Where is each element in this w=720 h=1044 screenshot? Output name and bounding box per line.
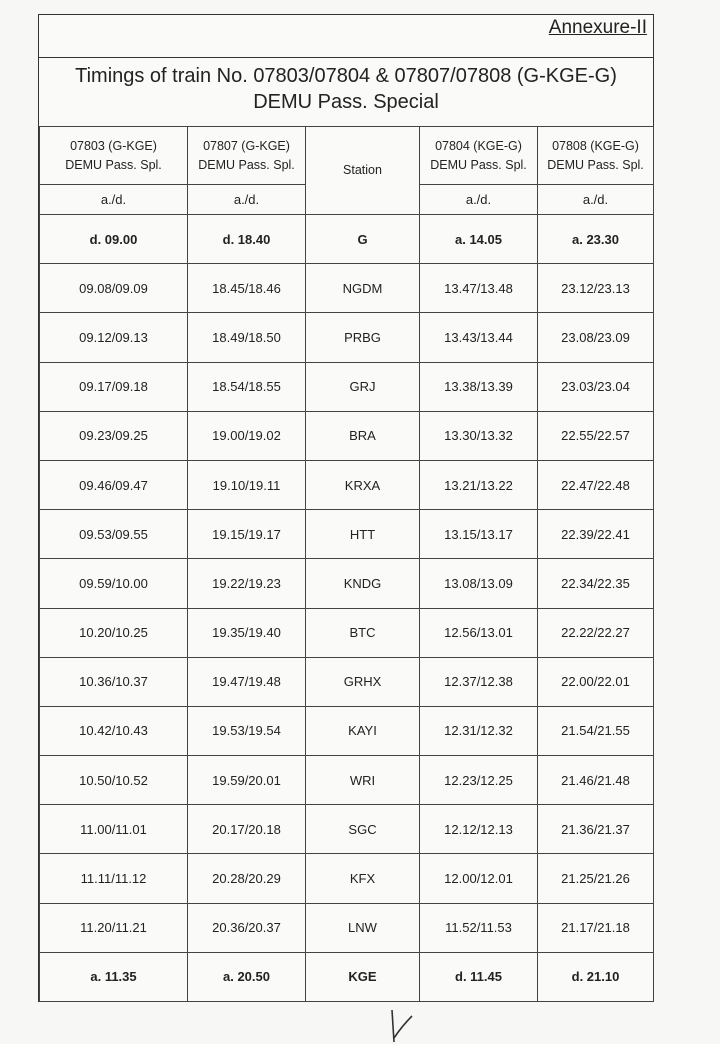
time-07807: 20.28/20.29 xyxy=(188,854,306,903)
col-07808-type: DEMU Pass. Spl. xyxy=(547,157,644,172)
table-row xyxy=(40,510,654,559)
table-row xyxy=(40,362,654,411)
time-07804: 13.43/13.44 xyxy=(420,313,538,362)
time-07808: 22.34/22.35 xyxy=(538,559,654,608)
page-title xyxy=(39,63,653,115)
time-07804: 12.56/13.01 xyxy=(420,608,538,657)
time-07807: 20.17/20.18 xyxy=(188,805,306,854)
timetable xyxy=(39,126,654,1002)
time-07808: d. 21.10 xyxy=(538,952,654,1001)
time-07807: a. 20.50 xyxy=(188,952,306,1001)
time-07808: 23.12/23.13 xyxy=(538,264,654,313)
time-07804: 12.23/12.25 xyxy=(420,756,538,805)
ad-label: a./d. xyxy=(188,185,306,215)
time-07808: 21.54/21.55 xyxy=(538,706,654,755)
station-code: KFX xyxy=(306,854,420,903)
time-07803: a. 11.35 xyxy=(40,952,188,1001)
station-code: BRA xyxy=(306,411,420,460)
station-header: Station xyxy=(306,127,420,215)
station-code: KAYI xyxy=(306,706,420,755)
table-row xyxy=(40,215,654,264)
time-07807: 19.35/19.40 xyxy=(188,608,306,657)
col-07807-header xyxy=(188,127,306,185)
table-row xyxy=(40,313,654,362)
station-code: LNW xyxy=(306,903,420,952)
time-07807: 18.54/18.55 xyxy=(188,362,306,411)
time-07804: a. 14.05 xyxy=(420,215,538,264)
time-07803: d. 09.00 xyxy=(40,215,188,264)
time-07803: 10.42/10.43 xyxy=(40,706,188,755)
time-07804: 13.38/13.39 xyxy=(420,362,538,411)
ad-label: a./d. xyxy=(420,185,538,215)
time-07807: 20.36/20.37 xyxy=(188,903,306,952)
time-07808: a. 23.30 xyxy=(538,215,654,264)
time-07804: 12.00/12.01 xyxy=(420,854,538,903)
station-code: G xyxy=(306,215,420,264)
ad-label: a./d. xyxy=(538,185,654,215)
time-07803: 09.53/09.55 xyxy=(40,510,188,559)
table-row xyxy=(40,264,654,313)
time-07808: 23.08/23.09 xyxy=(538,313,654,362)
col-07803-type: DEMU Pass. Spl. xyxy=(65,157,162,172)
station-code: HTT xyxy=(306,510,420,559)
table-row xyxy=(40,559,654,608)
divider xyxy=(39,57,653,58)
timetable-sheet xyxy=(38,14,654,1002)
col-07804-header xyxy=(420,127,538,185)
table-row xyxy=(40,903,654,952)
time-07808: 21.25/21.26 xyxy=(538,854,654,903)
time-07804: 12.37/12.38 xyxy=(420,657,538,706)
time-07804: 13.47/13.48 xyxy=(420,264,538,313)
time-07803: 10.20/10.25 xyxy=(40,608,188,657)
time-07804: 12.31/12.32 xyxy=(420,706,538,755)
station-code: KRXA xyxy=(306,460,420,509)
ad-label: a./d. xyxy=(40,185,188,215)
timetable-body xyxy=(40,215,654,1002)
table-row xyxy=(40,706,654,755)
station-code: SGC xyxy=(306,805,420,854)
time-07804: d. 11.45 xyxy=(420,952,538,1001)
annexure-label: Annexure-II xyxy=(548,17,647,38)
col-07808-train: 07808 (KGE-G) xyxy=(552,138,639,153)
time-07807: 19.47/19.48 xyxy=(188,657,306,706)
time-07803: 09.46/09.47 xyxy=(40,460,188,509)
header-row xyxy=(40,127,654,185)
time-07807: 19.10/19.11 xyxy=(188,460,306,509)
time-07808: 21.46/21.48 xyxy=(538,756,654,805)
time-07807: 19.15/19.17 xyxy=(188,510,306,559)
table-row xyxy=(40,460,654,509)
title-line-1: Timings of train No. 07803/07804 & 07807/07808 (G-KGE-G) xyxy=(75,65,617,87)
col-07807-type: DEMU Pass. Spl. xyxy=(198,157,295,172)
time-07804: 13.15/13.17 xyxy=(420,510,538,559)
time-07808: 22.39/22.41 xyxy=(538,510,654,559)
title-line-2: DEMU Pass. Special xyxy=(253,91,439,113)
station-code: NGDM xyxy=(306,264,420,313)
station-code: BTC xyxy=(306,608,420,657)
time-07803: 10.36/10.37 xyxy=(40,657,188,706)
col-07804-type: DEMU Pass. Spl. xyxy=(430,157,527,172)
station-code: KNDG xyxy=(306,559,420,608)
time-07808: 21.17/21.18 xyxy=(538,903,654,952)
time-07803: 11.00/11.01 xyxy=(40,805,188,854)
time-07804: 11.52/11.53 xyxy=(420,903,538,952)
time-07803: 10.50/10.52 xyxy=(40,756,188,805)
col-07803-header xyxy=(40,127,188,185)
time-07808: 22.55/22.57 xyxy=(538,411,654,460)
time-07803: 11.11/11.12 xyxy=(40,854,188,903)
time-07804: 13.21/13.22 xyxy=(420,460,538,509)
time-07807: 18.45/18.46 xyxy=(188,264,306,313)
time-07803: 09.12/09.13 xyxy=(40,313,188,362)
time-07807: 19.00/19.02 xyxy=(188,411,306,460)
time-07807: 19.53/19.54 xyxy=(188,706,306,755)
table-row xyxy=(40,657,654,706)
time-07807: 19.22/19.23 xyxy=(188,559,306,608)
time-07807: d. 18.40 xyxy=(188,215,306,264)
time-07807: 18.49/18.50 xyxy=(188,313,306,362)
table-row xyxy=(40,952,654,1001)
time-07803: 11.20/11.21 xyxy=(40,903,188,952)
table-row xyxy=(40,854,654,903)
table-row xyxy=(40,756,654,805)
table-row xyxy=(40,411,654,460)
time-07803: 09.08/09.09 xyxy=(40,264,188,313)
time-07808: 23.03/23.04 xyxy=(538,362,654,411)
time-07808: 21.36/21.37 xyxy=(538,805,654,854)
time-07808: 22.47/22.48 xyxy=(538,460,654,509)
col-07808-header xyxy=(538,127,654,185)
col-07803-train: 07803 (G-KGE) xyxy=(70,138,157,153)
station-code: WRI xyxy=(306,756,420,805)
time-07803: 09.59/10.00 xyxy=(40,559,188,608)
time-07807: 19.59/20.01 xyxy=(188,756,306,805)
time-07803: 09.23/09.25 xyxy=(40,411,188,460)
time-07803: 09.17/09.18 xyxy=(40,362,188,411)
time-07804: 12.12/12.13 xyxy=(420,805,538,854)
station-code: KGE xyxy=(306,952,420,1001)
table-row xyxy=(40,805,654,854)
station-code: GRHX xyxy=(306,657,420,706)
table-row xyxy=(40,608,654,657)
col-07807-train: 07807 (G-KGE) xyxy=(203,138,290,153)
time-07804: 13.30/13.32 xyxy=(420,411,538,460)
time-07808: 22.00/22.01 xyxy=(538,657,654,706)
station-code: PRBG xyxy=(306,313,420,362)
col-07804-train: 07804 (KGE-G) xyxy=(435,138,522,153)
signature-mark xyxy=(378,1008,418,1044)
station-code: GRJ xyxy=(306,362,420,411)
time-07808: 22.22/22.27 xyxy=(538,608,654,657)
time-07804: 13.08/13.09 xyxy=(420,559,538,608)
